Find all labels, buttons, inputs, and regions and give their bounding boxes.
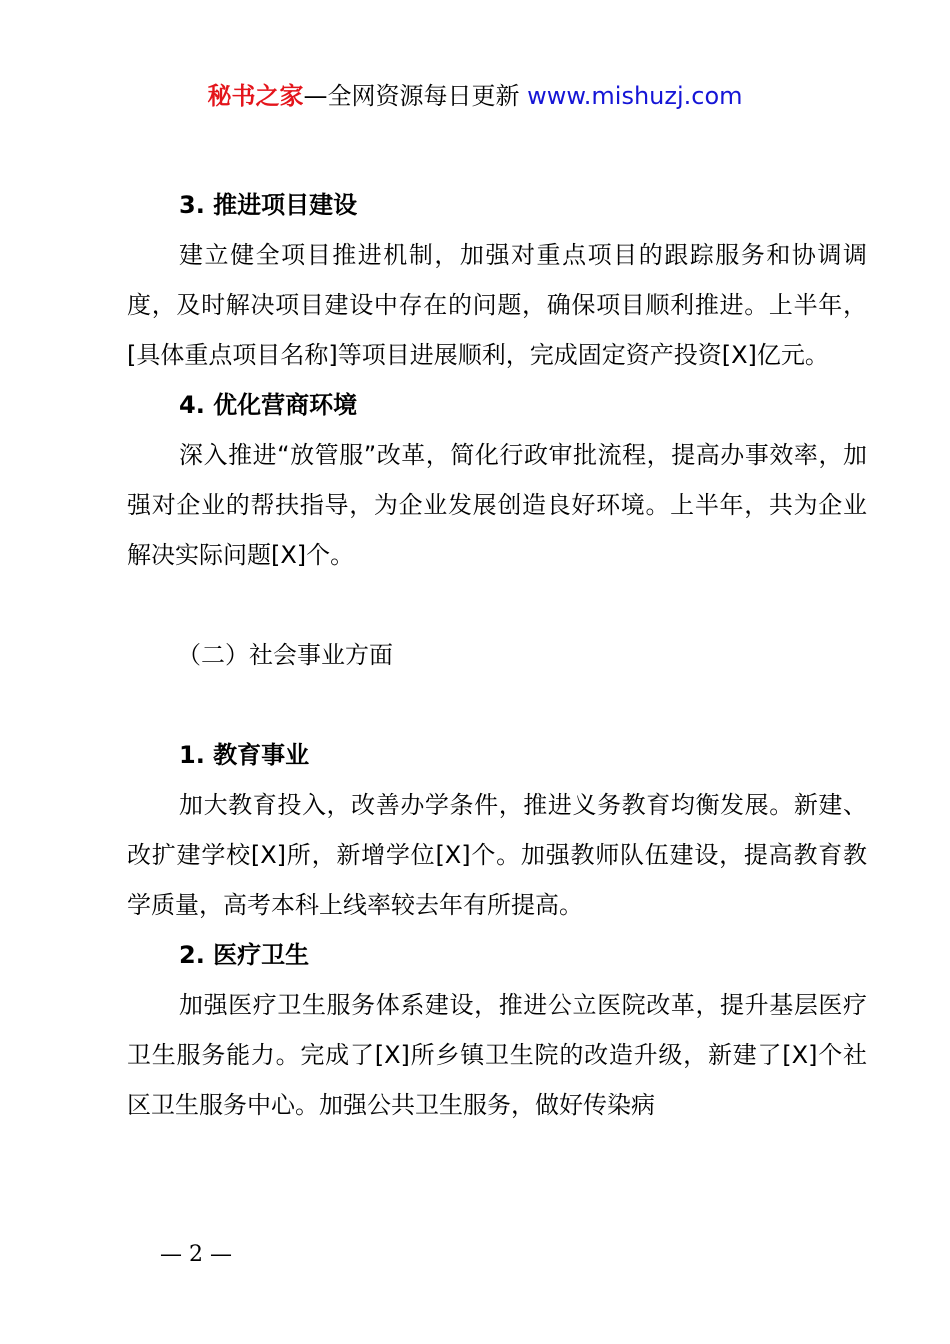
subheading-project-construction: 3. 推进项目建设 — [179, 191, 358, 219]
section-heading-social-affairs: （二）社会事业方面 — [177, 641, 393, 669]
subheading-education: 1. 教育事业 — [179, 741, 310, 769]
site-url-link[interactable]: www.mishuzj.com — [527, 82, 743, 110]
paragraph-business-environment: 深入推进“放管服”改革，简化行政审批流程，提高办事效率，加强对企业的帮扶指导，为企业发展创造良好环境。上半年，共为企业解决实际问题[X]个。 — [127, 441, 867, 569]
page-number: — 2 — — [160, 1242, 232, 1267]
paragraph-education: 加大教育投入，改善办学条件，推进义务教育均衡发展。新建、改扩建学校[X]所，新增学位[X]个。加强教师队伍建设，提高教育教学质量，高考本科上线率较去年有所提高。 — [127, 791, 867, 919]
site-header — [0, 80, 950, 112]
site-slogan: —全网资源每日更新 — [303, 82, 528, 110]
subheading-business-environment: 4. 优化营商环境 — [179, 391, 358, 419]
paragraph-project-construction: 建立健全项目推进机制，加强对重点项目的跟踪服务和协调调度，及时解决项目建设中存在的问题，确保项目顺利推进。上半年，[具体重点项目名称]等项目进展顺利，完成固定资产投资[X]亿元。 — [127, 241, 867, 369]
subheading-healthcare: 2. 医疗卫生 — [179, 941, 310, 969]
document-body — [127, 180, 867, 1130]
site-brand: 秘书之家 — [207, 82, 304, 110]
paragraph-healthcare: 加强医疗卫生服务体系建设，推进公立医院改革，提升基层医疗卫生服务能力。完成了[X]所乡镇卫生院的改造升级，新建了[X]个社区卫生服务中心。加强公共卫生服务，做好传染病 — [127, 991, 867, 1119]
